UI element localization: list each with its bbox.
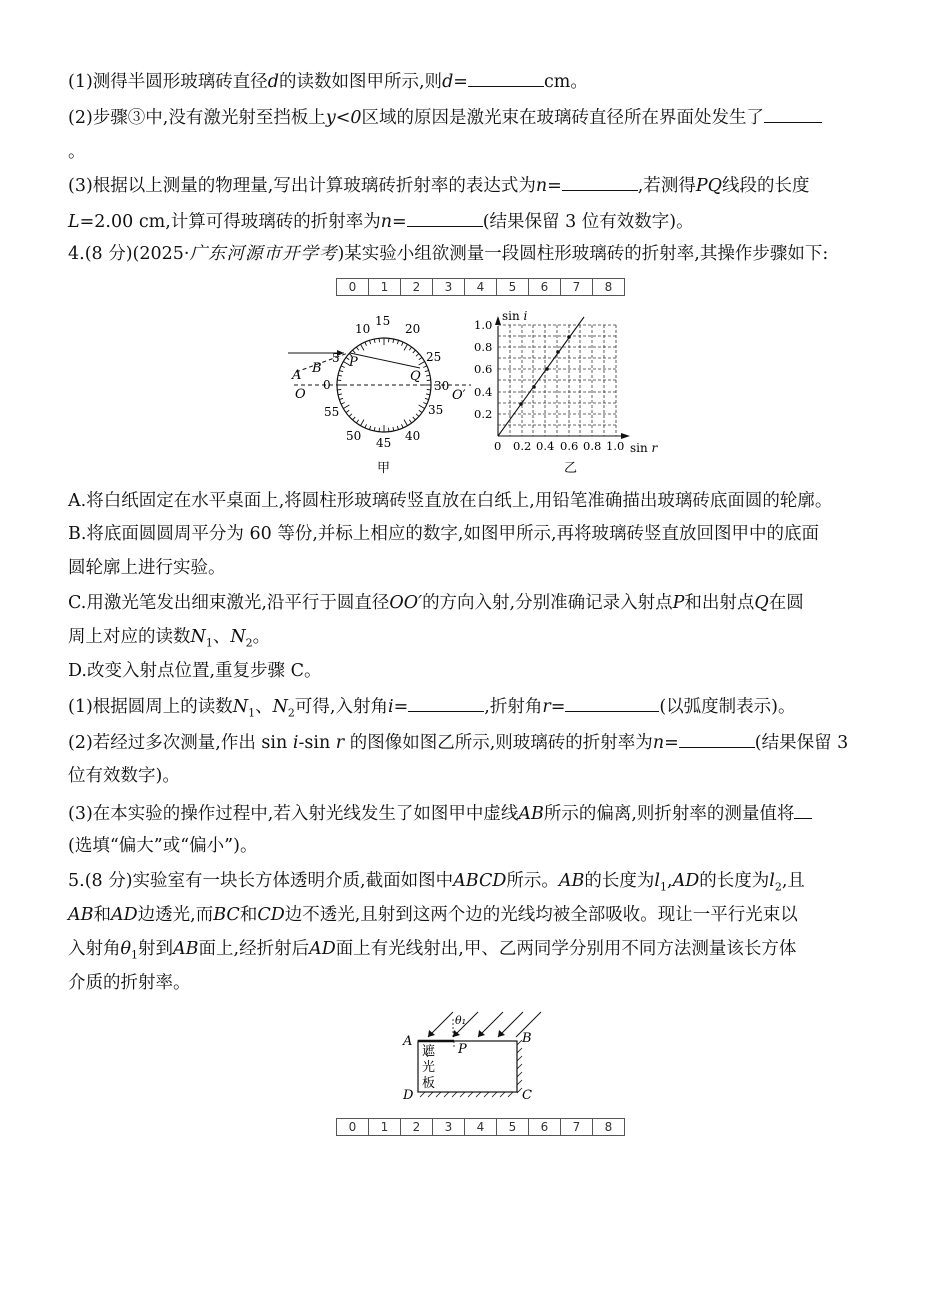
y-tick: 0.2 [474,407,493,421]
circle-tick [393,427,394,431]
q3-part3-b: L=2.00 cm,计算可得玻璃砖的折射率为n= (结果保留 3 位有效数字)。 [68,208,694,234]
circle-tick [361,420,365,426]
point-o: O [295,387,306,402]
q4-step-d: D.改变入射点位置,重复步骤 C。 [68,661,322,681]
q5-line4: 介质的折射率。 [68,973,191,993]
circle-tick [349,414,352,417]
point-b: B [312,361,322,376]
q5-line2: AB和AD边透光,而BC和CD边不透光,且射到这两个边的光线均被全部吸收。现让一平行光束以 [68,905,798,925]
shield-label: 遮 [422,1044,436,1059]
x-tick: 0 [494,439,502,453]
y-tick: 1.0 [474,318,493,332]
q4-sub3: (3)在本实验的操作过程中,若入射光线发生了如图甲中虚线AB所示的偏离,则折射率的测量值将 [68,800,812,826]
circle-tick [361,344,365,350]
scale-ruler-top: 0 1 2 3 4 5 6 7 8 [336,278,625,296]
x-tick: 0.4 [536,439,555,453]
point-b: B [522,1031,532,1046]
x-tick: 0.2 [513,439,532,453]
q3-part2: (2)步骤③中,没有激光射至挡板上y<0区域的原因是激光束在玻璃砖直径所在界面处发生了 [68,104,822,130]
q4-sub2-b: 位有效数字)。 [68,766,180,786]
y-axis-label: sin i [502,309,528,323]
point-a: A [292,368,302,383]
circle-tick [416,354,419,357]
tick-label: 30 [434,379,450,393]
circle-tick [426,394,430,395]
q4-sub2: (2)若经过多次测量,作出 sin i-sin r 的图像如图乙所示,则玻璃砖的折射率为n= (结果保留 3 [68,729,848,755]
y-tick: 0.4 [474,385,493,399]
q5-line3: 入射角$\theta_1$射到AB面上,经折射后AD面上有光线射出,甲、乙两同学分别用不同方法测量该长方体 [68,939,797,962]
tick-label: 25 [426,350,442,364]
circle-tick [419,362,425,366]
circle-tick [426,375,430,376]
tick-label: 35 [428,403,444,417]
tick-label: 5 [332,351,340,365]
point-a: A [403,1034,413,1049]
circle-tick [338,394,342,395]
caption-yi: 乙 [564,461,578,476]
answer-blank[interactable] [679,729,755,748]
shield-label: 光 [422,1060,436,1075]
dashed-grid [498,325,616,436]
q3-part3: (3)根据以上测量的物理量,写出计算玻璃砖折射率的表达式为n= ,若测得PQ线段的长度 [68,172,810,198]
tick-label: 55 [324,405,340,419]
answer-blank[interactable] [562,172,638,191]
point-p: P [458,1042,467,1057]
circle-tick [353,417,356,420]
q5-line1: 5.(8 分)实验室有一块长方体透明介质,截面如图中ABCD所示。AB的长度为$l_1,AD$的长度为$l_2$,且 [68,871,805,894]
answer-blank[interactable] [407,208,483,227]
q4-step-c1: C.用激光笔发出细束激光,沿平行于圆直径OO′的方向入射,分别准确记录入射点P和出射点Q在圆 [68,593,804,613]
figure-jia-circle [286,312,476,482]
answer-blank[interactable] [764,104,822,123]
circle-tick [404,344,408,350]
q4-step-b2: 圆轮廓上进行实验。 [68,558,226,578]
point-o-prime: O′ [452,388,466,403]
q4-step-c2: 周上对应的读数$N_1$、$N_2$。 [68,627,271,650]
x-tick: 1.0 [606,439,625,453]
q4-step-b1: B.将底面圆圆周平分为 60 等份,并标上相应的数字,如图甲所示,再将玻璃砖竖直放回图甲中的底面 [68,524,820,544]
circle-tick [353,350,356,353]
tick-label: 20 [405,322,421,336]
answer-blank[interactable] [408,693,484,712]
tick-label: 0 [323,378,331,392]
point-d: D [403,1088,414,1103]
hatching-cd [420,1092,513,1097]
y-tick: 0.8 [474,340,493,354]
caption-jia: 甲 [377,461,391,476]
q4-sub3-b: (选填“偏大”或“偏小”)。 [68,836,258,856]
point-q: Q [410,369,421,384]
y-axis-arrow [495,316,501,325]
circle-tick [413,417,416,420]
answer-blank[interactable] [565,693,659,712]
tick-label: 15 [375,314,391,328]
q4-sub1: (1)根据圆周上的读数$N_1$、$N_2$可得,入射角i= ,折射角r= (以弧度制表示)。 [68,693,796,726]
tick-label: 10 [355,322,371,336]
circle-tick [374,427,375,431]
point-c: C [522,1088,532,1103]
scale-ruler-bottom: 0 1 2 3 4 5 6 7 8 [336,1118,625,1136]
shield-label: 板 [422,1076,436,1091]
y-tick: 0.6 [474,362,493,376]
q3-part1: (1)测得半圆形玻璃砖直径d的读数如图甲所示,则d= cm。 [68,68,588,94]
x-tick: 0.8 [583,439,602,453]
hatching-bc [517,1040,522,1093]
answer-blank[interactable] [468,68,544,87]
circle-tick [413,350,416,353]
tick-label: 45 [376,436,392,450]
tick-label: 40 [405,429,421,443]
angle-theta: θ₁ [455,1014,467,1027]
q3-part2-end: 。 [68,142,86,162]
x-axis-label: sin r [630,441,658,455]
x-tick: 0.6 [560,439,579,453]
q4-heading: 4.(8 分)(2025·广东河源市开学考)某实验小组欲测量一段圆柱形玻璃砖的折射率,其操作步骤如下: [68,244,829,264]
figure-q5-rectangle [398,1005,558,1105]
refracted-ray [350,353,420,368]
circle-tick [338,375,342,376]
figure-yi-graph [472,306,672,476]
grid [495,316,630,439]
circle-tick [393,339,394,343]
answer-blank[interactable] [794,800,812,819]
circle-tick [343,405,349,409]
circle-tick [416,414,419,417]
circle-tick [419,405,425,409]
fit-line [498,317,584,436]
circle-tick [404,420,408,426]
point-p: P [349,355,358,370]
circle-tick [374,339,375,343]
q4-step-a: A.将白纸固定在水平桌面上,将圆柱形玻璃砖竖直放在白纸上,用铅笔准确描出玻璃砖底面圆的轮廓。 [68,491,833,511]
tick-label: 50 [346,429,362,443]
ray-arrows [428,1030,505,1037]
